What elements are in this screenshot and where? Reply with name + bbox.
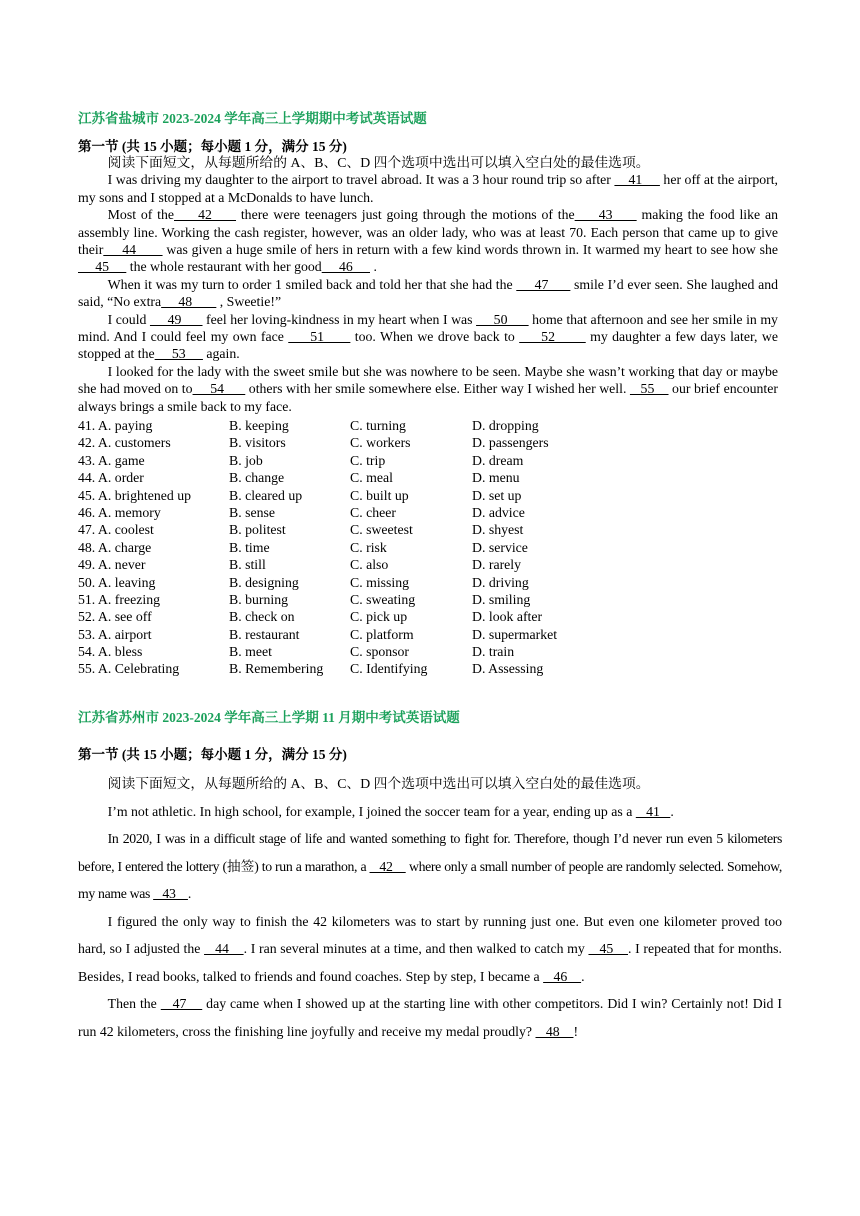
blank-number: 47 [160,996,203,1011]
option-c: C. turning [350,418,406,433]
section1-paragraph [78,276,778,311]
option-d: D. look after [472,609,543,625]
option-a: 55. A. Celebrating [78,661,180,677]
blank-number: 55 [629,381,669,397]
blank-number: 48 [161,294,217,310]
option-b: B. burning [229,591,289,607]
option-row [78,417,582,434]
option-c: C. built up [350,487,409,503]
option-d: D. service [472,539,528,555]
blank-number: 43 [153,886,188,901]
section2-instruction: 阅读下面短文，从每题所给的 A、B、C、D 四个选项中选出可以填入空白处的最佳选项。 [107,776,650,791]
option-d: D. smiling [472,591,531,607]
option-a: 46. A. memory [78,504,161,520]
passage-text: home that afternoon and see her smile in my mind. And I could feel my own face [78,311,778,345]
blank-number: 51 [288,329,351,345]
passage-text: I looked for the lady with the sweet smile but she was nowhere to be seen. Maybe she wasn’t working that day or maybe she had moved on to [78,363,778,397]
option-row [78,434,582,451]
blank-number: 54 [192,381,246,397]
option-a: 43. A. game [78,452,145,468]
passage-text: Most of the [107,207,175,223]
passage-text: I could [107,311,150,327]
blank-number: 44 [204,941,244,956]
option-a: 42. A. customers [78,435,171,451]
option-c: C. cheer [350,504,396,520]
option-row [78,608,582,625]
section2-paragraph [78,990,782,1045]
option-a: 50. A. leaving [78,574,156,590]
option-b: B. job [229,452,263,468]
passage-text: feel her loving-kindness in my heart when I was [202,311,477,327]
option-d: D. rarely [472,557,522,573]
option-row [78,591,582,608]
passage-text: . I repeated that for months. Besides, I read books, talked to friends and found coaches. Step by step, I became a [78,941,782,984]
blank-number: 42 [369,858,406,874]
section2-paragraphs [78,798,782,1046]
option-a: 53. A. airport [78,626,152,642]
option-row [78,660,582,677]
blank-number: 53 [154,346,203,362]
option-a: 51. A. freezing [78,591,160,607]
blank-number: 48 [535,1023,574,1039]
section1-paragraph [78,171,778,206]
option-d: D. train [472,644,515,660]
blank-number: 45 [78,259,127,275]
option-a: 45. A. brightened up [78,487,192,503]
option-d: D. passengers [472,435,549,451]
passage-text: When it was my turn to order 1 smiled back and told her that she had the [107,276,517,292]
passage-text: too. When we drove back to [350,329,520,345]
option-b: B. politest [229,522,286,538]
section1-options [78,417,582,678]
option-b: B. time [229,539,270,555]
option-b: B. restaurant [229,626,300,642]
option-a: 54. A. bless [78,644,143,660]
option-c: C. risk [350,539,387,555]
blank-number: 46 [543,968,582,984]
passage-text: there were teenagers just going through the motions of the [236,207,575,223]
passage-text: I was driving my daughter to the airport to travel abroad. It was a 3 hour round trip so after [107,172,615,188]
option-a: 44. A. order [78,470,144,486]
option-c: C. platform [350,626,414,642]
blank-number: 50 [476,311,529,327]
blank-number: 41 [614,172,660,188]
passage-text: again. [202,346,240,362]
option-c: C. missing [350,574,410,590]
option-b: B. cleared up [229,487,303,503]
option-d: D. set up [472,487,522,503]
option-a: 47. A. coolest [78,522,154,538]
passage-text: Then the [107,996,161,1011]
passage-text: smile I’d ever seen. She laughed and said, “No extra [78,276,778,310]
section2-paragraph [78,798,782,826]
passage-text: In 2020, I was in a difficult stage of life and wanted something to fight for. Therefore, though I’d never run even 5 kilometers before, I entered the lottery (抽签) to run a marathon, a [78,831,782,874]
blank-number: 52 [519,329,586,345]
option-row [78,643,582,660]
option-d: D. dropping [472,418,539,433]
passage-text: where only a small number of people are randomly selected. Somehow, my name was [78,858,782,901]
section1-paragraph [78,363,778,415]
passage-text: her off at the airport, my sons and I stopped at a McDonalds to have lunch. [78,172,778,205]
option-c: C. trip [350,452,386,468]
option-row [78,452,582,469]
option-b: B. change [229,470,285,486]
section2-paragraph [78,825,782,908]
section2-title: 江苏省苏州市 2023-2024 学年高三上学期 11 月期中考试英语试题 [78,710,460,725]
blank-number: 45 [588,941,628,956]
option-row [78,626,582,643]
section1-heading: 第一节 (共 15 小题；每小题 1 分，满分 15 分) [78,139,347,154]
option-b: B. check on [229,609,295,625]
option-b: B. keeping [229,418,289,433]
passage-text: was given a huge smile of hers in return with a few kind words thrown in. It warmed my heart to see how she [162,242,778,258]
option-a: 41. A. paying [78,418,153,433]
passage-text: day came when I showed up at the starting line with other competitors. Did I win? Certainly not! Did I run 42 kilometers, cross the finishing line joyfully and receive my medal proudly? [78,996,782,1039]
passage-text: ! [573,1023,579,1039]
section2-passage [78,770,782,1045]
option-b: B. visitors [229,435,286,451]
blank-number: 43 [574,207,637,223]
option-a: 52. A. see off [78,609,152,625]
option-d: D. Assessing [472,661,544,677]
section1-paragraph [78,206,778,276]
section1-passage [78,154,778,415]
blank-number: 49 [149,311,203,327]
option-c: C. sponsor [350,644,410,660]
passage-text: . I ran several minutes at a time, and then walked to catch my [243,941,589,956]
option-c: C. pick up [350,609,408,625]
section2-paragraph [78,908,782,991]
passage-text: I’m not athletic. In high school, for example, I joined the soccer team for a year, ending up as a [107,803,636,819]
passage-text: , Sweetie!” [216,294,282,310]
section1-instruction: 阅读下面短文，从每题所给的 A、B、C、D 四个选项中选出可以填入空白处的最佳选项。 [107,155,650,170]
option-row [78,539,582,556]
option-row [78,574,582,591]
option-a: 48. A. charge [78,539,152,555]
passage-text: . [370,259,377,275]
section2-heading: 第一节 (共 15 小题；每小题 1 分，满分 15 分) [78,747,347,762]
option-row [78,487,582,504]
option-d: D. menu [472,470,520,486]
option-row [78,521,582,538]
option-d: D. advice [472,504,525,520]
option-d: D. shyest [472,522,524,538]
section1-paragraphs [78,171,778,415]
passage-text: others with her smile somewhere else. Either way I wished her well. [245,381,630,397]
blank-number: 44 [103,242,163,258]
blank-number: 41 [635,803,671,819]
option-c: C. also [350,557,389,573]
blank-number: 42 [174,207,237,223]
option-b: B. meet [229,644,272,660]
option-b: B. still [229,557,266,573]
option-c: C. sweetest [350,522,413,538]
passage-text: . [581,968,585,984]
option-b: B. Remembering [229,661,324,677]
section1-title: 江苏省盐城市 2023-2024 学年高三上学期期中考试英语试题 [78,111,427,126]
option-c: C. Identifying [350,661,428,677]
blank-number: 46 [321,259,370,275]
option-d: D. dream [472,452,524,468]
option-a: 49. A. never [78,557,146,573]
option-c: C. workers [350,435,411,451]
option-b: B. designing [229,574,299,590]
option-c: C. sweating [350,591,416,607]
passage-text: the whole restaurant with her good [126,259,322,275]
passage-text: . [187,886,192,901]
passage-text: making the food like an assembly line. Working the cash register, however, was an older lady, who was at least 70. Each person that came up to give their [78,207,778,258]
passage-text: my daughter a few days later, we stopped at the [78,329,778,362]
option-row [78,469,582,486]
option-row [78,556,582,573]
option-b: B. sense [229,504,275,520]
option-c: C. meal [350,470,393,486]
section1-paragraph [78,311,778,363]
passage-text: . [670,803,674,819]
blank-number: 47 [516,276,571,292]
option-d: D. supermarket [472,626,558,642]
option-row [78,504,582,521]
passage-text: our brief encounter always brings a smile back to my face. [78,381,778,414]
passage-text: I figured the only way to finish the 42 kilometers was to start by running just one. But even one kilometer proved too hard, so I adjusted the [78,913,782,956]
option-d: D. driving [472,574,529,590]
